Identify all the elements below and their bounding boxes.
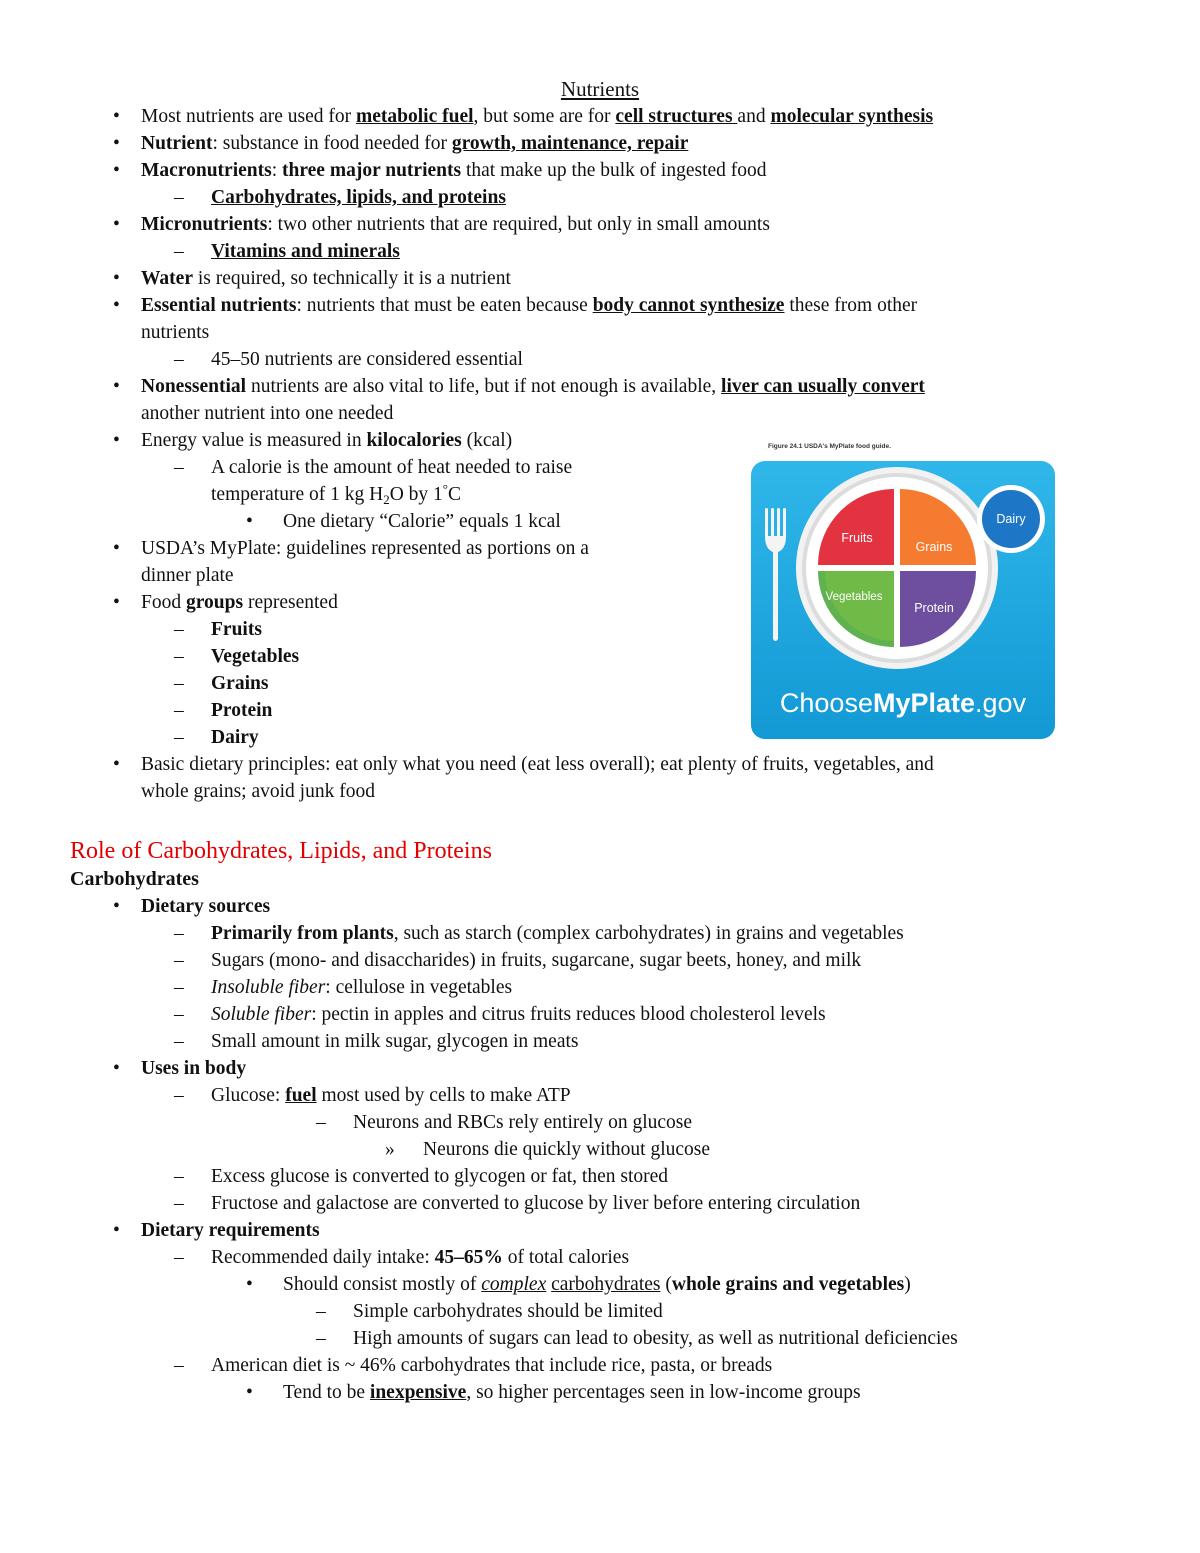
text-run: : cellulose in vegetables [325,977,513,998]
text-run: Dietary requirements [141,1220,320,1241]
text-run: : substance in food needed for [212,133,452,154]
text-run: body cannot synthesize [592,295,785,316]
text-run: complex [481,1274,547,1295]
list-item [141,1217,320,1244]
list-item [283,1271,911,1298]
list-marker: • [113,376,120,397]
text-run: , but some are for [473,106,616,127]
list-marker: • [113,1058,120,1079]
text-run: Vitamins and minerals [211,241,400,262]
text-run: 2 [383,492,390,507]
list-marker: – [316,1328,326,1349]
list-marker: • [113,295,120,316]
text-run: , so higher percentages seen in low-income groups [466,1382,861,1403]
list-marker: • [246,1274,253,1295]
list-item [211,1082,571,1109]
text-run: Should consist mostly of [283,1274,482,1295]
text-run: Vegetables [211,646,300,667]
list-marker: – [174,1004,184,1025]
text-run: fuel [285,1085,317,1106]
list-marker: • [113,538,120,559]
list-item [141,130,688,157]
text-run: Simple carbohydrates should be limited [353,1301,663,1322]
choosemyplate-logo: ChooseMyPlate.gov [779,688,1027,718]
list-marker: – [174,1166,184,1187]
text-run: : two other nutrients that are required, but only in small amounts [267,214,770,235]
list-marker: – [174,727,184,748]
text-run: that make up the bulk of ingested food [461,160,767,181]
myplate-figure [751,461,1055,739]
list-item [211,1352,772,1379]
text-run: metabolic fuel [356,106,474,127]
list-item [423,1136,710,1163]
text-run: molecular synthesis [770,106,934,127]
text-run: Fructose and galactose are converted to glucose by liver before entering circulation [211,1193,861,1214]
list-marker: • [113,1220,120,1241]
list-item [211,947,861,974]
list-marker: • [113,896,120,917]
text-run: A calorie is the amount of heat needed to raise [211,457,573,478]
list-item [211,974,512,1001]
text-run: Essential nutrients [141,295,297,316]
text-run: Water [141,268,193,289]
text-run: temperature of 1 kg H [211,484,384,505]
text-run: Glucose: [211,1085,286,1106]
list-marker: • [113,268,120,289]
list-item [141,893,270,920]
list-item [211,1028,579,1055]
grains-label: Grains [915,540,953,554]
text-run: , such as starch (complex carbohydrates) in grains and vegetables [393,923,904,944]
list-item [211,238,400,265]
list-item [353,1298,663,1325]
text-run: Sugars (mono- and disaccharides) in fruits, sugarcane, sugar beets, honey, and milk [211,950,862,971]
list-item [211,697,272,724]
text-run: Nonessential [141,376,247,397]
list-item [141,778,375,805]
text-run: ( [660,1274,672,1295]
list-item [211,1163,668,1190]
text-run: kilocalories [366,430,462,451]
list-item [141,103,933,130]
list-item [211,920,904,947]
text-run: Tend to be [283,1382,370,1403]
text-run: inexpensive [369,1382,467,1403]
list-marker: – [316,1301,326,1322]
text-run: Grains [211,673,269,694]
list-marker: – [174,187,184,208]
list-marker: • [113,754,120,775]
list-marker: – [174,700,184,721]
text-run: Basic dietary principles: eat only what you need (eat less overall); eat plenty of fruits, vegetables, and [141,754,934,775]
list-item [141,292,917,319]
list-item [141,157,767,184]
list-item [211,454,572,481]
text-run: whole grains and vegetables [671,1274,905,1295]
text-run: whole grains; avoid junk food [141,781,375,802]
list-marker: – [174,457,184,478]
text-run: Fruits [211,619,262,640]
text-run: and [737,106,771,127]
list-item [141,589,338,616]
page-title: Nutrients [560,77,640,101]
text-run: most used by cells to make ATP [316,1085,571,1106]
list-marker: – [174,950,184,971]
fruits-label: Fruits [841,531,873,545]
section-heading: Role of Carbohydrates, Lipids, and Proteins [70,838,492,864]
list-marker: – [174,646,184,667]
text-run: nutrients are also vital to life, but if not enough is available, [246,376,722,397]
list-marker: – [174,1085,184,1106]
text-run: Food [141,592,186,613]
text-run: Nutrient [141,133,213,154]
list-item [141,535,589,562]
text-run: Primarily from plants [211,923,394,944]
list-item [141,1055,246,1082]
list-marker: – [174,1355,184,1376]
text-run: liver can usually convert [721,376,925,397]
text-run: ° [442,481,448,496]
text-run: Protein [211,700,273,721]
list-marker: • [113,160,120,181]
list-marker: • [113,592,120,613]
text-run: Soluble fiber [211,1004,312,1025]
dairy-label: Dairy [996,512,1026,526]
list-item [283,1379,861,1406]
text-run: (kcal) [461,430,513,451]
list-marker: – [174,619,184,640]
list-item [353,1109,692,1136]
text-run: USDA’s MyPlate: guidelines represented as portions on a [141,538,589,559]
list-item [211,616,262,643]
list-marker: • [113,214,120,235]
text-run: carbohydrates [551,1274,661,1295]
list-item [141,751,934,778]
list-item [211,724,259,751]
list-marker: – [174,349,184,370]
list-marker: • [246,511,253,532]
text-run: is required, so technically it is a nutrient [192,268,511,289]
list-marker: • [113,430,120,451]
list-item [353,1325,958,1352]
list-marker: – [174,1247,184,1268]
list-item [141,265,511,292]
list-marker: » [385,1139,395,1160]
text-run: nutrients [141,322,210,343]
list-item [141,400,393,427]
text-run: Energy value is measured in [141,430,367,451]
list-item [211,670,268,697]
list-item [141,211,770,238]
text-run: Dairy [211,727,259,748]
text-run: Macronutrients [141,160,272,181]
text-run: another nutrient into one needed [141,403,394,424]
text-run: of total calories [502,1247,630,1268]
text-run: groups [185,592,244,613]
text-run: cell structures [615,106,738,127]
list-item [211,643,299,670]
list-item [211,346,523,373]
text-run: Recommended daily intake: [211,1247,435,1268]
list-item [211,1244,629,1271]
text-run: Carbohydrates, lipids, and proteins [211,187,506,208]
list-marker: • [113,133,120,154]
text-run: : pectin in apples and citrus fruits reduces blood cholesterol levels [311,1004,826,1025]
list-marker: • [113,106,120,127]
list-marker: – [174,1031,184,1052]
text-run: One dietary “Calorie” equals 1 kcal [283,511,561,532]
text-run: Neurons and RBCs rely entirely on glucose [353,1112,693,1133]
text-run: represented [243,592,338,613]
text-run: 45–65% [434,1247,503,1268]
text-run: Insoluble fiber [211,977,326,998]
list-item [211,1001,826,1028]
text-run: Excess glucose is converted to glycogen or fat, then stored [211,1166,669,1187]
list-item [211,481,461,508]
list-item [141,373,925,400]
text-run: : [271,160,282,181]
text-run: Uses in body [141,1058,247,1079]
vegetables-label: Vegetables [825,591,883,603]
list-item [211,1190,860,1217]
text-run: Dietary sources [141,896,271,917]
text-run: : nutrients that must be eaten because [296,295,593,316]
text-run: American diet is ~ 46% carbohydrates that include rice, pasta, or breads [211,1355,773,1376]
text-run: Neurons die quickly without glucose [423,1139,711,1160]
list-item [141,562,234,589]
text-run: Small amount in milk sugar, glycogen in meats [211,1031,579,1052]
text-run: 45–50 nutrients are considered essential [211,349,523,370]
text-run: Micronutrients [141,214,268,235]
list-marker: • [246,1382,253,1403]
text-run: C [447,484,461,505]
text-run: these from other [784,295,918,316]
text-run: dinner plate [141,565,234,586]
list-marker: – [174,1193,184,1214]
figure-caption: Figure 24.1 USDA's MyPlate food guide. [768,443,891,450]
list-marker: – [174,977,184,998]
text-run: High amounts of sugars can lead to obesity, as well as nutritional deficiencies [353,1328,958,1349]
list-marker: – [174,673,184,694]
list-item [141,319,209,346]
carbohydrates-heading: Carbohydrates [70,868,199,890]
list-marker: – [174,923,184,944]
text-run: O by 1 [389,484,443,505]
list-item [211,184,506,211]
text-run: three major nutrients [282,160,462,181]
text-run: Most nutrients are used for [141,106,356,127]
list-item [283,508,561,535]
text-run: ) [904,1274,911,1295]
list-marker: – [174,241,184,262]
list-item [141,427,512,454]
text-run: growth, maintenance, repair [451,133,689,154]
protein-label: Protein [914,601,954,615]
list-marker: – [316,1112,326,1133]
